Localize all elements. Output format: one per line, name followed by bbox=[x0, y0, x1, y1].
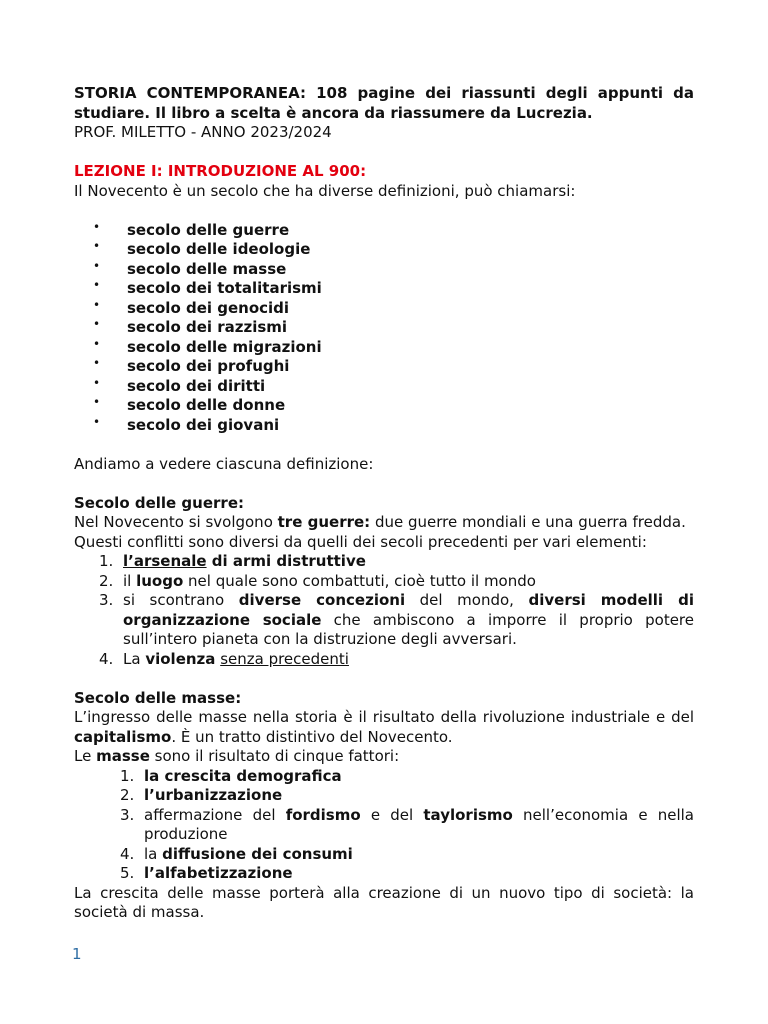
list-item bbox=[74, 864, 694, 884]
bullet-dot-icon: • bbox=[93, 414, 101, 429]
bullet-item bbox=[74, 377, 694, 397]
bullet-item bbox=[74, 299, 694, 319]
bullet-text: secolo dei giovani bbox=[127, 415, 280, 434]
bullet-dot-icon: • bbox=[93, 375, 101, 390]
bold-text: fordismo bbox=[285, 805, 361, 824]
text-run: nell’economia e nella produzione bbox=[144, 805, 694, 843]
text-run: Le bbox=[74, 747, 97, 765]
bullet-dot-icon: • bbox=[93, 258, 101, 273]
bullet-text: secolo delle guerre bbox=[127, 220, 290, 239]
bullet-dot-icon: • bbox=[93, 356, 101, 370]
bullet-item bbox=[74, 396, 694, 416]
text-run: il bbox=[123, 571, 137, 590]
list-item bbox=[74, 845, 694, 865]
text-run: sono il risultato di cinque fattori: bbox=[149, 747, 400, 765]
text-run: si scontrano bbox=[123, 591, 239, 609]
bullet-text: secolo dei genocidi bbox=[127, 298, 290, 317]
text-run: e del bbox=[360, 805, 424, 824]
bullet-dot-icon: • bbox=[93, 395, 101, 409]
list-number: 1. bbox=[99, 552, 114, 570]
bullet-dot-icon: • bbox=[93, 317, 101, 331]
list-item bbox=[74, 552, 694, 572]
text-run: di armi distruttive bbox=[206, 552, 366, 570]
bullet-text: secolo delle donne bbox=[127, 396, 286, 414]
spacer bbox=[74, 435, 694, 455]
heading-text: Secolo delle guerre: bbox=[74, 493, 244, 512]
bullet-text: secolo dei totalitarismi bbox=[127, 279, 322, 297]
lesson-heading: LEZIONE I: INTRODUZIONE AL 900: bbox=[74, 162, 367, 180]
guerre-paragraph-2: Questi conflitti sono diversi da quelli dei secoli precedenti per vari elementi: bbox=[74, 532, 647, 551]
underlined-text: l’arsenale bbox=[123, 552, 207, 570]
guerre-elements-list bbox=[74, 552, 694, 669]
list-item bbox=[74, 786, 694, 806]
list-item bbox=[74, 591, 694, 650]
definitions-list bbox=[74, 221, 694, 436]
bullet-text: secolo delle migrazioni bbox=[127, 337, 322, 356]
document-title bbox=[74, 84, 694, 123]
masse-paragraph-1 bbox=[74, 708, 694, 747]
bold-text: masse bbox=[96, 747, 150, 765]
bullet-item bbox=[74, 416, 694, 436]
list-number: 1. bbox=[120, 766, 135, 785]
bullet-dot-icon: • bbox=[93, 239, 101, 253]
section-heading-guerre bbox=[74, 494, 694, 514]
bullet-dot-icon: • bbox=[93, 297, 101, 312]
professor-line: PROF. MILETTO - ANNO 2023/2024 bbox=[74, 123, 332, 141]
lesson-intro: Il Novecento è un secolo che ha diverse definizioni, può chiamarsi: bbox=[74, 181, 576, 200]
bullet-dot-icon: • bbox=[93, 219, 101, 234]
bullet-item bbox=[74, 221, 694, 241]
text-run: nel quale sono combattuti, cioè tutto il mondo bbox=[183, 571, 536, 590]
list-number: 4. bbox=[120, 844, 135, 863]
list-item bbox=[74, 572, 694, 592]
page-number: 1 bbox=[72, 945, 82, 963]
spacer bbox=[74, 143, 694, 163]
bold-text: la crescita demografica bbox=[144, 766, 342, 785]
bullet-item bbox=[74, 260, 694, 280]
bullet-item bbox=[74, 338, 694, 358]
bold-text: l’urbanizzazione bbox=[144, 786, 283, 804]
bullet-dot-icon: • bbox=[93, 278, 101, 292]
text-run: affermazione del bbox=[144, 805, 286, 824]
masse-paragraph-2 bbox=[74, 747, 694, 767]
section-heading-masse bbox=[74, 689, 694, 709]
masse-paragraph-3: La crescita delle masse porterà alla creazione di un nuovo tipo di società: la società di massa. bbox=[74, 883, 694, 921]
text-run: la bbox=[144, 844, 163, 863]
spacer bbox=[74, 201, 694, 221]
text-run: La bbox=[123, 649, 146, 668]
heading-text: Secolo delle masse: bbox=[74, 688, 242, 707]
list-item bbox=[74, 650, 694, 670]
text-run: . È un tratto distintivo del Novecento. bbox=[171, 727, 453, 746]
text-run: L’ingresso delle masse nella storia è il risultato della rivoluzione industriale e del bbox=[74, 708, 694, 726]
bold-text bbox=[123, 552, 366, 570]
list-item bbox=[74, 767, 694, 787]
bullet-item bbox=[74, 240, 694, 260]
bold-text: tre guerre: bbox=[277, 513, 371, 531]
list-number: 3. bbox=[99, 591, 114, 609]
bullet-text: secolo delle ideologie bbox=[127, 240, 311, 258]
text-run: Nel Novecento si svolgono bbox=[74, 513, 278, 531]
bold-text: l’alfabetizzazione bbox=[144, 864, 293, 882]
list-item bbox=[74, 806, 694, 845]
bold-text: taylorismo bbox=[423, 805, 513, 824]
list-number: 4. bbox=[99, 649, 114, 668]
text-run: del mondo, bbox=[405, 591, 529, 609]
bullet-item bbox=[74, 318, 694, 338]
bullet-item bbox=[74, 279, 694, 299]
list-number: 5. bbox=[120, 864, 135, 882]
underlined-text: senza precedenti bbox=[220, 649, 349, 668]
list-number: 2. bbox=[120, 786, 135, 804]
list-number: 3. bbox=[120, 805, 135, 824]
bold-text: luogo bbox=[136, 571, 184, 590]
bold-text: diffusione dei consumi bbox=[162, 844, 353, 863]
title-bold-text: STORIA CONTEMPORANEA: 108 pagine dei riassunti degli appunti da studiare. Il libro a scelta è ancora da riassumere da Lucrezia. bbox=[74, 84, 694, 122]
bullet-dot-icon: • bbox=[93, 336, 101, 351]
bold-text: violenza bbox=[145, 649, 216, 668]
bullet-text: secolo dei razzismi bbox=[127, 318, 288, 336]
bullet-text: secolo dei profughi bbox=[127, 357, 290, 375]
andiamo-text: Andiamo a vedere ciascuna definizione: bbox=[74, 454, 374, 473]
bold-text: diverse concezioni bbox=[238, 591, 406, 609]
bold-text: capitalismo bbox=[74, 727, 172, 746]
page-content bbox=[74, 84, 694, 923]
bold-text: diversi modelli di organizzazione sociale bbox=[123, 591, 694, 629]
bullet-item bbox=[74, 357, 694, 377]
bullet-text: secolo dei diritti bbox=[127, 376, 266, 395]
spacer bbox=[74, 474, 694, 494]
list-number: 2. bbox=[99, 571, 114, 590]
guerre-paragraph-1 bbox=[74, 513, 694, 533]
masse-factors-list bbox=[74, 767, 694, 884]
spacer bbox=[74, 669, 694, 689]
text-run: che ambiscono a imporre il proprio potere sull’intero pianeta con la distruzione degli avversari. bbox=[123, 610, 694, 648]
text-run: due guerre mondiali e una guerra fredda. bbox=[370, 513, 686, 531]
bullet-text: secolo delle masse bbox=[127, 259, 287, 278]
